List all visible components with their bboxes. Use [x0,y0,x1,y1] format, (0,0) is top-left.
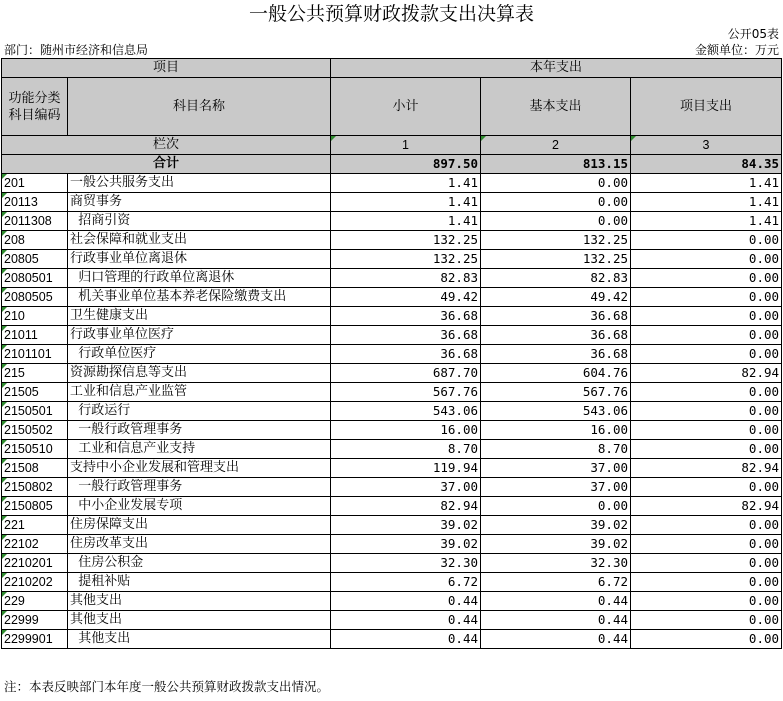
row-code-cell[interactable]: 2150502 [2,421,68,440]
total-basic[interactable]: 813.15 [481,155,631,174]
row-project-cell[interactable]: 0.00 [631,554,782,573]
row-subtotal-cell[interactable]: 36.68 [331,326,481,345]
cell-marker-icon [2,326,7,331]
row-name-cell[interactable]: 归口管理的行政单位离退休 [68,269,331,288]
row-subtotal-cell[interactable]: 0.44 [331,611,481,630]
row-code-cell[interactable]: 2101101 [2,345,68,364]
row-project-cell[interactable]: 0.00 [631,535,782,554]
unit-label: 金额单位：万元 [694,43,779,57]
row-project-cell[interactable]: 0.00 [631,516,782,535]
row-subtotal-cell[interactable]: 82.94 [331,497,481,516]
row-code-cell[interactable]: 20113 [2,193,68,212]
row-subtotal-cell[interactable]: 37.00 [331,478,481,497]
row-name-cell[interactable]: 中小企业发展专项 [68,497,331,516]
row-code-cell[interactable]: 2210202 [2,573,68,592]
table-title: 一般公共预算财政拨款支出决算表 [248,3,534,25]
row-subtotal-cell[interactable]: 132.25 [331,250,481,269]
row-name-cell[interactable]: 卫生健康支出 [68,307,331,326]
row-name-cell[interactable]: 一般行政管理事务 [68,421,331,440]
row-name-cell[interactable]: 住房公积金 [68,554,331,573]
cell-marker-icon [2,250,7,255]
row-name-cell[interactable]: 商贸事务 [68,193,331,212]
row-basic-cell[interactable]: 8.70 [481,440,631,459]
row-basic-cell[interactable]: 6.72 [481,573,631,592]
table-row [2,288,782,307]
row-basic-cell[interactable]: 0.00 [481,174,631,193]
table-row [2,478,782,497]
row-name-cell[interactable]: 其他支出 [68,611,331,630]
row-basic-cell[interactable]: 36.68 [481,326,631,345]
header-col-2[interactable]: 2 [481,136,631,155]
row-subtotal-cell[interactable]: 36.68 [331,307,481,326]
row-code-cell[interactable]: 21508 [2,459,68,478]
row-project-cell[interactable]: 0.00 [631,440,782,459]
row-project-cell[interactable]: 0.00 [631,383,782,402]
table-body [2,174,782,649]
cell-marker-icon [2,174,7,179]
table-row [2,345,782,364]
cell-marker-icon [2,459,7,464]
table-row [2,269,782,288]
cell-marker-icon [2,364,7,369]
total-subtotal[interactable]: 897.50 [331,155,481,174]
row-project-cell[interactable]: 0.00 [631,307,782,326]
header-col-1[interactable]: 1 [331,136,481,155]
row-basic-cell[interactable]: 16.00 [481,421,631,440]
table-row [2,193,782,212]
row-basic-cell[interactable]: 49.42 [481,288,631,307]
row-code-cell[interactable]: 221 [2,516,68,535]
row-name-cell[interactable]: 工业和信息产业监管 [68,383,331,402]
expenditure-table [1,58,782,649]
cell-marker-icon [2,288,7,293]
row-subtotal-cell[interactable]: 1.41 [331,193,481,212]
row-name-cell[interactable]: 支持中小企业发展和管理支出 [68,459,331,478]
row-basic-cell[interactable]: 0.44 [481,630,631,649]
table-row [2,611,782,630]
cell-marker-icon [2,573,7,578]
row-code-cell[interactable]: 21011 [2,326,68,345]
row-subtotal-cell[interactable]: 16.00 [331,421,481,440]
row-project-cell[interactable]: 82.94 [631,364,782,383]
row-subtotal-cell[interactable]: 49.42 [331,288,481,307]
table-row [2,231,782,250]
row-code-cell[interactable]: 22999 [2,611,68,630]
row-basic-cell[interactable]: 0.00 [481,193,631,212]
department-label: 部门：随州市经济和信息局 [4,43,149,57]
row-basic-cell[interactable]: 132.25 [481,231,631,250]
header-project-exp[interactable]: 项目支出 [631,78,782,136]
row-name-cell[interactable]: 招商引资 [68,212,331,231]
cell-marker-icon [2,497,7,502]
row-project-cell[interactable]: 1.41 [631,193,782,212]
row-code-cell[interactable]: 2210201 [2,554,68,573]
row-project-cell[interactable]: 0.00 [631,231,782,250]
row-code-cell[interactable]: 210 [2,307,68,326]
row-code-cell[interactable]: 2011308 [2,212,68,231]
row-code-cell[interactable]: 20805 [2,250,68,269]
row-subtotal-cell[interactable]: 687.70 [331,364,481,383]
cell-marker-icon [2,630,7,635]
row-name-cell[interactable]: 社会保障和就业支出 [68,231,331,250]
cell-marker-icon [2,269,7,274]
row-name-cell[interactable]: 行政运行 [68,402,331,421]
table-row [2,440,782,459]
row-basic-cell[interactable]: 36.68 [481,307,631,326]
row-project-cell[interactable]: 0.00 [631,326,782,345]
row-basic-cell[interactable]: 36.68 [481,345,631,364]
table-row [2,554,782,573]
row-basic-cell[interactable]: 0.00 [481,212,631,231]
row-name-cell[interactable]: 工业和信息产业支持 [68,440,331,459]
table-row [2,516,782,535]
row-project-cell[interactable]: 0.00 [631,288,782,307]
row-basic-cell[interactable]: 132.25 [481,250,631,269]
row-project-cell[interactable]: 0.00 [631,478,782,497]
row-project-cell[interactable]: 0.00 [631,269,782,288]
row-subtotal-cell[interactable]: 0.44 [331,592,481,611]
row-basic-cell[interactable]: 604.76 [481,364,631,383]
cell-marker-icon [2,383,7,388]
cell-marker-icon [2,440,7,445]
header-project[interactable]: 项目 [2,59,331,78]
table-row [2,630,782,649]
cell-marker-icon [631,136,636,141]
row-name-cell[interactable]: 其他支出 [68,592,331,611]
row-subtotal-cell[interactable]: 82.83 [331,269,481,288]
cell-marker-icon [2,535,7,540]
row-code-cell[interactable]: 21505 [2,383,68,402]
row-project-cell[interactable]: 1.41 [631,174,782,193]
row-code-cell[interactable]: 2299901 [2,630,68,649]
row-subtotal-cell[interactable]: 1.41 [331,212,481,231]
row-code-cell[interactable]: 2150805 [2,497,68,516]
row-name-cell[interactable]: 机关事业单位基本养老保险缴费支出 [68,288,331,307]
row-subtotal-cell[interactable]: 1.41 [331,174,481,193]
row-name-cell[interactable]: 资源勘探信息等支出 [68,364,331,383]
row-code-cell[interactable]: 2080505 [2,288,68,307]
row-code-cell[interactable]: 208 [2,231,68,250]
cell-marker-icon [2,516,7,521]
header-basic[interactable]: 基本支出 [481,78,631,136]
table-row [2,573,782,592]
table-row [2,212,782,231]
row-name-cell[interactable]: 行政事业单位医疗 [68,326,331,345]
row-subtotal-cell[interactable]: 567.76 [331,383,481,402]
row-code-cell[interactable]: 2150802 [2,478,68,497]
row-subtotal-cell[interactable]: 543.06 [331,402,481,421]
row-code-cell[interactable]: 2080501 [2,269,68,288]
row-basic-cell[interactable]: 567.76 [481,383,631,402]
table-row [2,497,782,516]
row-subtotal-cell[interactable]: 6.72 [331,573,481,592]
table-row [2,250,782,269]
header-col-3[interactable]: 3 [631,136,782,155]
row-name-cell[interactable]: 行政事业单位离退休 [68,250,331,269]
row-code-cell[interactable]: 229 [2,592,68,611]
row-basic-cell[interactable]: 39.02 [481,516,631,535]
table-row [2,592,782,611]
cell-marker-icon [2,212,7,217]
row-name-cell[interactable]: 住房改革支出 [68,535,331,554]
row-basic-cell[interactable]: 82.83 [481,269,631,288]
row-project-cell[interactable]: 0.00 [631,402,782,421]
row-project-cell[interactable]: 82.94 [631,497,782,516]
cell-marker-icon [2,611,7,616]
table-row [2,459,782,478]
row-code-cell[interactable]: 2150510 [2,440,68,459]
row-subtotal-cell[interactable]: 39.02 [331,516,481,535]
cell-marker-icon [2,554,7,559]
row-subtotal-cell[interactable]: 132.25 [331,231,481,250]
total-label[interactable]: 合计 [2,155,331,174]
table-row [2,326,782,345]
row-name-cell[interactable]: 其他支出 [68,630,331,649]
table-row [2,364,782,383]
cell-marker-icon [2,592,7,597]
row-basic-cell[interactable]: 32.30 [481,554,631,573]
cell-marker-icon [2,307,7,312]
row-name-cell[interactable]: 行政单位医疗 [68,345,331,364]
row-subtotal-cell[interactable]: 36.68 [331,345,481,364]
cell-marker-icon [2,231,7,236]
form-code: 公开05表 [727,27,779,41]
row-basic-cell[interactable]: 543.06 [481,402,631,421]
cell-marker-icon [331,136,336,141]
row-code-cell[interactable]: 22102 [2,535,68,554]
row-name-cell[interactable]: 住房保障支出 [68,516,331,535]
header-subject-name[interactable]: 科目名称 [68,78,331,136]
cell-marker-icon [2,402,7,407]
row-basic-cell[interactable]: 0.00 [481,497,631,516]
header-subtotal[interactable]: 小计 [331,78,481,136]
row-name-cell[interactable]: 一般行政管理事务 [68,478,331,497]
row-project-cell[interactable]: 0.00 [631,345,782,364]
table-row [2,307,782,326]
row-project-cell[interactable]: 1.41 [631,212,782,231]
row-code-cell[interactable]: 215 [2,364,68,383]
row-basic-cell[interactable]: 37.00 [481,478,631,497]
row-code-cell[interactable]: 201 [2,174,68,193]
row-project-cell[interactable]: 0.00 [631,611,782,630]
table-row [2,174,782,193]
table-row [2,535,782,554]
cell-marker-icon [481,136,486,141]
row-project-cell[interactable]: 0.00 [631,630,782,649]
table-row [2,383,782,402]
header-func-code[interactable]: 功能分类科目编码 [2,78,68,136]
cell-marker-icon [2,478,7,483]
row-project-cell[interactable]: 82.94 [631,459,782,478]
row-name-cell[interactable]: 一般公共服务支出 [68,174,331,193]
cell-marker-icon [2,193,7,198]
row-subtotal-cell[interactable]: 39.02 [331,535,481,554]
row-project-cell[interactable]: 0.00 [631,421,782,440]
header-column-no[interactable]: 栏次 [2,136,331,155]
row-subtotal-cell[interactable]: 119.94 [331,459,481,478]
row-name-cell[interactable]: 提租补贴 [68,573,331,592]
row-project-cell[interactable]: 0.00 [631,573,782,592]
table-row [2,402,782,421]
cell-marker-icon [2,421,7,426]
row-basic-cell[interactable]: 39.02 [481,535,631,554]
row-code-cell[interactable]: 2150501 [2,402,68,421]
cell-marker-icon [2,345,7,350]
table-row [2,421,782,440]
header-current-year[interactable]: 本年支出 [331,59,782,78]
row-basic-cell[interactable]: 37.00 [481,459,631,478]
row-subtotal-cell[interactable]: 0.44 [331,630,481,649]
row-subtotal-cell[interactable]: 8.70 [331,440,481,459]
row-basic-cell[interactable]: 0.44 [481,592,631,611]
row-subtotal-cell[interactable]: 32.30 [331,554,481,573]
row-basic-cell[interactable]: 0.44 [481,611,631,630]
footnote: 注：本表反映部门本年度一般公共预算财政拨款支出情况。 [4,679,330,694]
row-project-cell[interactable]: 0.00 [631,592,782,611]
row-project-cell[interactable]: 0.00 [631,250,782,269]
total-project[interactable]: 84.35 [631,155,782,174]
